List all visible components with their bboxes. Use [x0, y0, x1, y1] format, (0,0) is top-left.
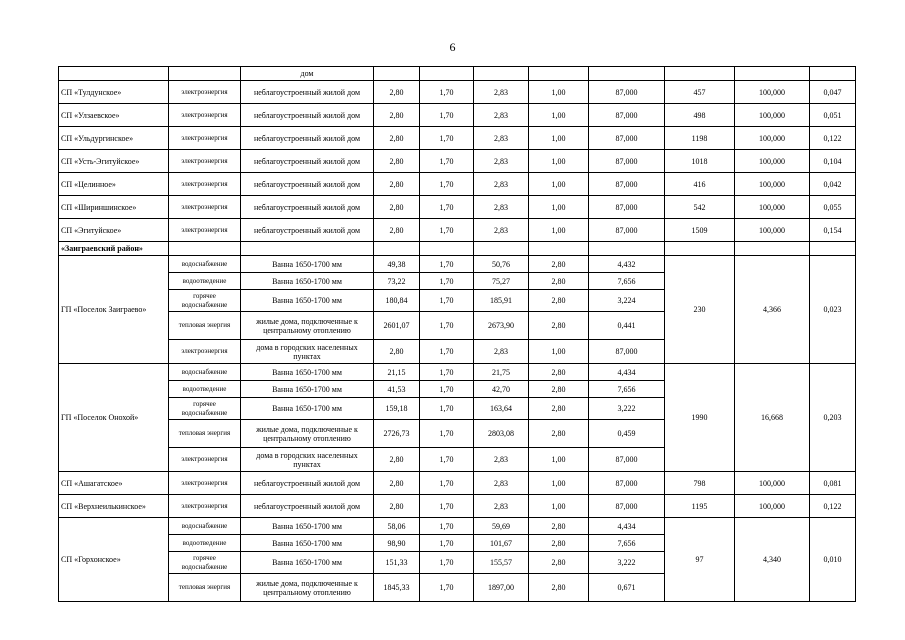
value-cell: 2,83 [474, 196, 529, 219]
coefficient-cell: 1,70 [420, 340, 474, 364]
coefficient-cell: 1,70 [420, 312, 474, 340]
coefficient-cell: 1,70 [420, 420, 474, 448]
norm-description: дома в городских населенных пунктах [241, 448, 374, 472]
share-cell: 100,000 [735, 127, 810, 150]
table-row [59, 495, 856, 518]
norm-description: Ванна 1650-1700 мм [241, 256, 374, 273]
coefficient-cell: 1,70 [420, 495, 474, 518]
value-cell: 0,459 [589, 420, 665, 448]
resource-type: электроэнергия [169, 150, 241, 173]
norm-description: неблагоустроенный жилой дом [241, 173, 374, 196]
norm-description: неблагоустроенный жилой дом [241, 495, 374, 518]
table-row [59, 81, 856, 104]
index-cell: 0,023 [810, 256, 856, 364]
coefficient-cell: 1,70 [420, 196, 474, 219]
value-cell: 2,80 [374, 472, 420, 495]
tariff-table [58, 66, 856, 602]
resource-type: горячее водоснабжение [169, 398, 241, 420]
norm-description: дома в городских населенных пунктах [241, 340, 374, 364]
value-cell: 163,64 [474, 398, 529, 420]
value-cell: 87,000 [589, 127, 665, 150]
index-cell: 0,122 [810, 495, 856, 518]
value-cell: 3,222 [589, 398, 665, 420]
resource-type: водоотведение [169, 535, 241, 552]
norm-description: неблагоустроенный жилой дом [241, 127, 374, 150]
settlement-name [59, 67, 169, 81]
norm-description: неблагоустроенный жилой дом [241, 81, 374, 104]
share-cell [735, 67, 810, 81]
settlement-name: СП «Усть-Эгитуйское» [59, 150, 169, 173]
coefficient-cell: 1,70 [420, 81, 474, 104]
coefficient-cell: 1,70 [420, 472, 474, 495]
coefficient-cell: 2,80 [529, 256, 589, 273]
coefficient-cell: 1,70 [420, 364, 474, 381]
empty-cell [420, 242, 474, 256]
share-cell: 100,000 [735, 173, 810, 196]
resource-type [169, 67, 241, 81]
value-cell: 2,83 [474, 104, 529, 127]
value-cell: 2,80 [374, 219, 420, 242]
share-cell: 100,000 [735, 196, 810, 219]
district-name: «Заиграевский район» [59, 242, 169, 256]
value-cell [589, 67, 665, 81]
coefficient-cell [420, 67, 474, 81]
norm-description: неблагоустроенный жилой дом [241, 472, 374, 495]
table-row [59, 256, 856, 273]
value-cell: 75,27 [474, 273, 529, 290]
table-row [59, 472, 856, 495]
population-cell: 798 [665, 472, 735, 495]
resource-type: водоснабжение [169, 518, 241, 535]
coefficient-cell: 1,70 [420, 518, 474, 535]
coefficient-cell: 2,80 [529, 398, 589, 420]
value-cell: 2,83 [474, 472, 529, 495]
value-cell: 0,441 [589, 312, 665, 340]
district-row [59, 242, 856, 256]
value-cell: 185,91 [474, 290, 529, 312]
value-cell: 59,69 [474, 518, 529, 535]
coefficient-cell: 1,70 [420, 574, 474, 602]
value-cell: 1897,00 [474, 574, 529, 602]
coefficient-cell: 1,70 [420, 448, 474, 472]
value-cell: 49,38 [374, 256, 420, 273]
settlement-name: СП «Улзаевское» [59, 104, 169, 127]
resource-type: водоснабжение [169, 364, 241, 381]
value-cell: 2726,73 [374, 420, 420, 448]
page-number: 6 [449, 40, 456, 54]
resource-type: электроэнергия [169, 495, 241, 518]
index-cell: 0,047 [810, 81, 856, 104]
value-cell: 21,75 [474, 364, 529, 381]
settlement-name: СП «Верхнеилькинское» [59, 495, 169, 518]
share-cell: 4,366 [735, 256, 810, 364]
value-cell: 21,15 [374, 364, 420, 381]
coefficient-cell: 1,00 [529, 196, 589, 219]
coefficient-cell: 1,00 [529, 104, 589, 127]
value-cell: 2,80 [374, 127, 420, 150]
value-cell: 2,80 [374, 196, 420, 219]
resource-type: горячее водоснабжение [169, 552, 241, 574]
coefficient-cell: 1,00 [529, 173, 589, 196]
value-cell: 3,222 [589, 552, 665, 574]
coefficient-cell: 1,00 [529, 448, 589, 472]
coefficient-cell: 2,80 [529, 381, 589, 398]
value-cell: 87,000 [589, 196, 665, 219]
table-row [59, 219, 856, 242]
coefficient-cell: 1,00 [529, 340, 589, 364]
population-cell: 498 [665, 104, 735, 127]
norm-description: жилые дома, подключенные к центральному отоплению [241, 574, 374, 602]
norm-description: дом [241, 67, 374, 81]
empty-cell [665, 242, 735, 256]
index-cell: 0,203 [810, 364, 856, 472]
value-cell: 2673,90 [474, 312, 529, 340]
value-cell: 2,83 [474, 81, 529, 104]
value-cell: 4,432 [589, 256, 665, 273]
index-cell: 0,010 [810, 518, 856, 602]
norm-description: неблагоустроенный жилой дом [241, 219, 374, 242]
share-cell: 100,000 [735, 495, 810, 518]
coefficient-cell: 2,80 [529, 364, 589, 381]
value-cell: 2,83 [474, 340, 529, 364]
settlement-name: СП «Ашагатское» [59, 472, 169, 495]
population-cell: 1198 [665, 127, 735, 150]
norm-description: Ванна 1650-1700 мм [241, 273, 374, 290]
coefficient-cell: 2,80 [529, 574, 589, 602]
table-row [59, 173, 856, 196]
value-cell: 1845,33 [374, 574, 420, 602]
value-cell: 41,53 [374, 381, 420, 398]
coefficient-cell: 2,80 [529, 535, 589, 552]
population-cell: 230 [665, 256, 735, 364]
index-cell: 0,055 [810, 196, 856, 219]
settlement-name: ГП «Поселок Заиграево» [59, 256, 169, 364]
resource-type: тепловая энергия [169, 312, 241, 340]
norm-description: Ванна 1650-1700 мм [241, 398, 374, 420]
resource-type: электроэнергия [169, 81, 241, 104]
coefficient-cell: 2,80 [529, 290, 589, 312]
resource-type: тепловая энергия [169, 420, 241, 448]
coefficient-cell: 1,70 [420, 219, 474, 242]
population-cell: 1509 [665, 219, 735, 242]
empty-cell [169, 242, 241, 256]
resource-type: электроэнергия [169, 448, 241, 472]
index-cell: 0,051 [810, 104, 856, 127]
coefficient-cell: 1,00 [529, 219, 589, 242]
table-row [59, 150, 856, 173]
population-cell: 416 [665, 173, 735, 196]
value-cell: 2,83 [474, 219, 529, 242]
norm-description: жилые дома, подключенные к центральному отоплению [241, 312, 374, 340]
index-cell [810, 67, 856, 81]
resource-type: водоотведение [169, 381, 241, 398]
settlement-name: СП «Тулдунское» [59, 81, 169, 104]
value-cell [474, 67, 529, 81]
coefficient-cell: 1,70 [420, 256, 474, 273]
resource-type: тепловая энергия [169, 574, 241, 602]
coefficient-cell: 1,70 [420, 127, 474, 150]
resource-type: электроэнергия [169, 196, 241, 219]
value-cell: 50,76 [474, 256, 529, 273]
coefficient-cell: 2,80 [529, 420, 589, 448]
settlement-name: СП «Ульдургинское» [59, 127, 169, 150]
resource-type: водоотведение [169, 273, 241, 290]
value-cell: 2,83 [474, 150, 529, 173]
empty-cell [241, 242, 374, 256]
value-cell: 98,90 [374, 535, 420, 552]
value-cell: 101,67 [474, 535, 529, 552]
value-cell: 180,84 [374, 290, 420, 312]
share-cell: 16,668 [735, 364, 810, 472]
value-cell: 87,000 [589, 495, 665, 518]
resource-type: электроэнергия [169, 219, 241, 242]
value-cell: 2803,08 [474, 420, 529, 448]
table-row [59, 196, 856, 219]
table-row [59, 104, 856, 127]
coefficient-cell: 1,70 [420, 290, 474, 312]
share-cell: 100,000 [735, 150, 810, 173]
value-cell: 87,000 [589, 104, 665, 127]
value-cell [374, 67, 420, 81]
coefficient-cell: 1,70 [420, 381, 474, 398]
table-row [59, 518, 856, 535]
resource-type: водоснабжение [169, 256, 241, 273]
empty-cell [529, 242, 589, 256]
coefficient-cell: 1,00 [529, 127, 589, 150]
coefficient-cell: 1,00 [529, 81, 589, 104]
settlement-name: СП «Целинное» [59, 173, 169, 196]
coefficient-cell: 2,80 [529, 518, 589, 535]
value-cell: 2,80 [374, 173, 420, 196]
value-cell: 87,000 [589, 340, 665, 364]
value-cell: 2,80 [374, 448, 420, 472]
norm-description: неблагоустроенный жилой дом [241, 104, 374, 127]
value-cell: 4,434 [589, 364, 665, 381]
coefficient-cell: 2,80 [529, 312, 589, 340]
value-cell: 87,000 [589, 81, 665, 104]
value-cell: 2,80 [374, 81, 420, 104]
empty-cell [589, 242, 665, 256]
value-cell: 2601,07 [374, 312, 420, 340]
value-cell: 73,22 [374, 273, 420, 290]
value-cell: 2,83 [474, 127, 529, 150]
coefficient-cell: 1,70 [420, 398, 474, 420]
table-row [59, 364, 856, 381]
norm-description: Ванна 1650-1700 мм [241, 290, 374, 312]
table-row [59, 127, 856, 150]
empty-cell [810, 242, 856, 256]
resource-type: горячее водоснабжение [169, 290, 241, 312]
value-cell: 87,000 [589, 448, 665, 472]
population-cell: 1990 [665, 364, 735, 472]
population-cell [665, 67, 735, 81]
index-cell: 0,122 [810, 127, 856, 150]
settlement-name: СП «Эгитуйское» [59, 219, 169, 242]
coefficient-cell: 1,00 [529, 495, 589, 518]
value-cell: 2,80 [374, 340, 420, 364]
share-cell: 100,000 [735, 219, 810, 242]
value-cell: 159,18 [374, 398, 420, 420]
index-cell: 0,154 [810, 219, 856, 242]
population-cell: 457 [665, 81, 735, 104]
table-row [59, 67, 856, 81]
value-cell: 3,224 [589, 290, 665, 312]
index-cell: 0,042 [810, 173, 856, 196]
value-cell: 151,33 [374, 552, 420, 574]
share-cell: 100,000 [735, 472, 810, 495]
coefficient-cell [529, 67, 589, 81]
settlement-name: СП «Горхонское» [59, 518, 169, 602]
norm-description: неблагоустроенный жилой дом [241, 196, 374, 219]
resource-type: электроэнергия [169, 173, 241, 196]
resource-type: электроэнергия [169, 472, 241, 495]
norm-description: Ванна 1650-1700 мм [241, 381, 374, 398]
value-cell: 7,656 [589, 381, 665, 398]
resource-type: электроэнергия [169, 127, 241, 150]
value-cell: 42,70 [474, 381, 529, 398]
coefficient-cell: 1,70 [420, 104, 474, 127]
share-cell: 4,340 [735, 518, 810, 602]
value-cell: 4,434 [589, 518, 665, 535]
norm-description: неблагоустроенный жилой дом [241, 150, 374, 173]
empty-cell [474, 242, 529, 256]
coefficient-cell: 1,70 [420, 150, 474, 173]
index-cell: 0,104 [810, 150, 856, 173]
coefficient-cell: 1,70 [420, 552, 474, 574]
settlement-name: ГП «Поселок Онохой» [59, 364, 169, 472]
share-cell: 100,000 [735, 104, 810, 127]
norm-description: Ванна 1650-1700 мм [241, 535, 374, 552]
settlement-name: СП «Шириншинское» [59, 196, 169, 219]
coefficient-cell: 2,80 [529, 273, 589, 290]
coefficient-cell: 1,00 [529, 150, 589, 173]
empty-cell [735, 242, 810, 256]
share-cell: 100,000 [735, 81, 810, 104]
population-cell: 97 [665, 518, 735, 602]
value-cell: 7,656 [589, 273, 665, 290]
norm-description: Ванна 1650-1700 мм [241, 552, 374, 574]
value-cell: 2,83 [474, 448, 529, 472]
value-cell: 0,671 [589, 574, 665, 602]
value-cell: 2,80 [374, 150, 420, 173]
population-cell: 1195 [665, 495, 735, 518]
empty-cell [374, 242, 420, 256]
value-cell: 155,57 [474, 552, 529, 574]
population-cell: 542 [665, 196, 735, 219]
norm-description: Ванна 1650-1700 мм [241, 518, 374, 535]
value-cell: 87,000 [589, 150, 665, 173]
coefficient-cell: 2,80 [529, 552, 589, 574]
index-cell: 0,081 [810, 472, 856, 495]
norm-description: жилые дома, подключенные к центральному отоплению [241, 420, 374, 448]
value-cell: 87,000 [589, 173, 665, 196]
population-cell: 1018 [665, 150, 735, 173]
value-cell: 7,656 [589, 535, 665, 552]
value-cell: 2,80 [374, 495, 420, 518]
norm-description: Ванна 1650-1700 мм [241, 364, 374, 381]
coefficient-cell: 1,70 [420, 173, 474, 196]
value-cell: 58,06 [374, 518, 420, 535]
coefficient-cell: 1,70 [420, 273, 474, 290]
value-cell: 2,83 [474, 495, 529, 518]
value-cell: 87,000 [589, 219, 665, 242]
value-cell: 2,80 [374, 104, 420, 127]
coefficient-cell: 1,00 [529, 472, 589, 495]
value-cell: 87,000 [589, 472, 665, 495]
value-cell: 2,83 [474, 173, 529, 196]
resource-type: электроэнергия [169, 104, 241, 127]
resource-type: электроэнергия [169, 340, 241, 364]
coefficient-cell: 1,70 [420, 535, 474, 552]
